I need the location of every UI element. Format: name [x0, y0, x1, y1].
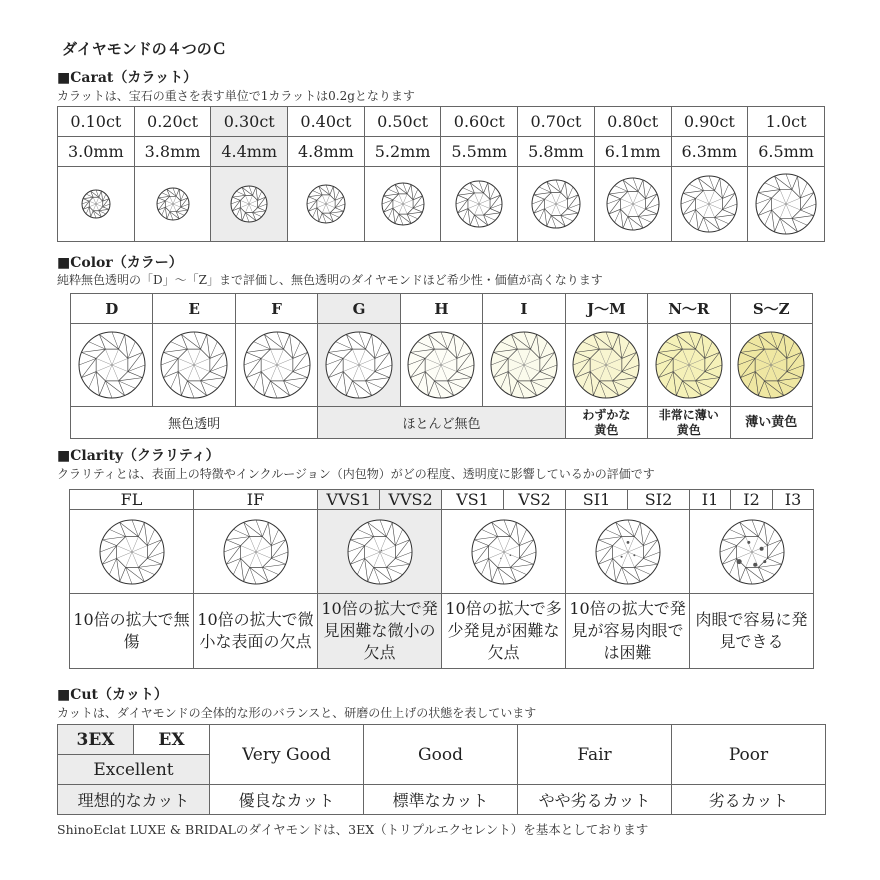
clarity-desc-vvs: 10倍の拡大で発見困難な微小の欠点	[318, 594, 442, 669]
carat-size: 3.0mm	[58, 137, 135, 167]
color-group-very-light: 非常に薄い黄色	[648, 407, 730, 439]
diamond-icon	[679, 174, 739, 234]
carat-weight: 0.60ct	[441, 107, 518, 137]
cut-fair: Fair	[518, 725, 672, 785]
color-group-light: 薄い黄色	[730, 407, 813, 439]
color-gem	[730, 324, 813, 407]
color-gem	[235, 324, 317, 407]
clarity-grade-vs2: VS2	[504, 490, 566, 510]
carat-weight: 0.80ct	[594, 107, 671, 137]
diamond-icon	[346, 518, 414, 586]
color-gem	[400, 324, 482, 407]
footer-note: ShinoEclat LUXE & BRIDALのダイヤモンドは、3EX（トリプルエクセレント）を基本としております	[57, 822, 649, 837]
carat-gem	[288, 167, 365, 242]
carat-gem	[58, 167, 135, 242]
diamond-icon	[80, 188, 112, 220]
clarity-gem	[194, 510, 318, 594]
color-gem	[483, 324, 565, 407]
clarity-gem	[442, 510, 566, 594]
clarity-desc-si: 10倍の拡大で発見が容易肉眼では困難	[566, 594, 690, 669]
carat-desc: カラットは、宝石の重さを表す単位で1カラットは0.2gとなります	[57, 89, 415, 103]
carat-weight: 0.90ct	[671, 107, 748, 137]
diamond-icon	[155, 186, 191, 222]
color-grade: N～R	[648, 294, 730, 324]
clarity-gem	[70, 510, 194, 594]
color-gem	[648, 324, 730, 407]
cut-excellent: Excellent	[58, 755, 210, 785]
diamond-icon	[406, 330, 476, 400]
cut-desc-very-good: 優良なカット	[210, 785, 364, 815]
diamond-icon	[718, 518, 786, 586]
clarity-desc-fl: 10倍の拡大で無傷	[70, 594, 194, 669]
diamond-icon	[470, 518, 538, 586]
carat-weight: 0.20ct	[134, 107, 211, 137]
clarity-desc-vs: 10倍の拡大で多少発見が困難な欠点	[442, 594, 566, 669]
carat-weight: 0.70ct	[518, 107, 595, 137]
color-grade: D	[71, 294, 153, 324]
cut-desc-good: 標準なカット	[364, 785, 518, 815]
clarity-grade-fl: FL	[70, 490, 194, 510]
carat-size: 3.8mm	[134, 137, 211, 167]
color-grade: F	[235, 294, 317, 324]
color-gem	[565, 324, 647, 407]
diamond-icon	[222, 518, 290, 586]
cut-very-good: Very Good	[210, 725, 364, 785]
diamond-icon	[654, 330, 724, 400]
carat-gem	[594, 167, 671, 242]
clarity-desc-if: 10倍の拡大で微小な表面の欠点	[194, 594, 318, 669]
color-grade: H	[400, 294, 482, 324]
color-group-colorless: 無色透明	[71, 407, 318, 439]
carat-size: 5.2mm	[364, 137, 441, 167]
carat-gem	[134, 167, 211, 242]
color-grade: E	[153, 294, 235, 324]
diamond-icon	[454, 179, 504, 229]
color-desc: 純粋無色透明の「D」～「Z」まで評価し、無色透明のダイヤモンドほど希少性・価値が高くなります	[57, 273, 603, 287]
color-grade: J～M	[565, 294, 647, 324]
cut-title: ■Cut（カット）	[57, 687, 168, 703]
color-grade: I	[483, 294, 565, 324]
color-title: ■Color（カラー）	[57, 255, 183, 271]
diamond-icon	[380, 181, 426, 227]
color-gem	[71, 324, 153, 407]
carat-weight: 1.0ct	[748, 107, 825, 137]
carat-weight: 0.50ct	[364, 107, 441, 137]
carat-gem	[211, 167, 288, 242]
carat-size: 6.3mm	[671, 137, 748, 167]
clarity-grade-vs1: VS1	[442, 490, 504, 510]
diamond-icon	[754, 172, 818, 236]
color-group-faint: わずかな黄色	[565, 407, 647, 439]
clarity-gem	[690, 510, 814, 594]
cut-table	[57, 724, 826, 815]
carat-gem	[364, 167, 441, 242]
cut-desc-poor: 劣るカット	[672, 785, 826, 815]
page-title: ダイヤモンドの４つのＣ	[62, 40, 227, 58]
clarity-grade-vvs2: VVS2	[380, 490, 442, 510]
color-gem	[318, 324, 400, 407]
clarity-table	[69, 489, 814, 669]
carat-weight: 0.10ct	[58, 107, 135, 137]
carat-table	[57, 106, 825, 242]
clarity-grade-if: IF	[194, 490, 318, 510]
carat-size: 5.8mm	[518, 137, 595, 167]
diamond-icon	[159, 330, 229, 400]
cut-desc-fair: やや劣るカット	[518, 785, 672, 815]
color-table	[70, 293, 813, 439]
clarity-grade-vvs1: VVS1	[318, 490, 380, 510]
diamond-icon	[489, 330, 559, 400]
carat-title: ■Carat（カラット）	[57, 70, 198, 86]
diamond-icon	[605, 176, 661, 232]
carat-size: 4.4mm	[211, 137, 288, 167]
clarity-title: ■Clarity（クラリティ）	[57, 448, 220, 464]
cut-desc-excellent: 理想的なカット	[58, 785, 210, 815]
carat-size: 5.5mm	[441, 137, 518, 167]
clarity-desc-i: 肉眼で容易に発見できる	[690, 594, 814, 669]
carat-size: 4.8mm	[288, 137, 365, 167]
color-grade: S～Z	[730, 294, 813, 324]
diamond-icon	[594, 518, 662, 586]
diamond-icon	[530, 178, 582, 230]
carat-size: 6.5mm	[748, 137, 825, 167]
diamond-icon	[305, 183, 347, 225]
clarity-grade-si1: SI1	[566, 490, 628, 510]
diamond-icon	[229, 184, 269, 224]
diamond-icon	[736, 330, 806, 400]
carat-gem	[671, 167, 748, 242]
diamond-icon	[324, 330, 394, 400]
cut-poor: Poor	[672, 725, 826, 785]
carat-weight: 0.40ct	[288, 107, 365, 137]
cut-good: Good	[364, 725, 518, 785]
cut-ex: EX	[134, 725, 210, 755]
color-group-near-colorless: ほとんど無色	[318, 407, 565, 439]
clarity-grade-i1: I1	[690, 490, 731, 510]
clarity-gem	[566, 510, 690, 594]
carat-gem	[748, 167, 825, 242]
cut-3ex: 3EX	[58, 725, 134, 755]
carat-gem	[441, 167, 518, 242]
clarity-grade-i2: I2	[731, 490, 773, 510]
carat-weight: 0.30ct	[211, 107, 288, 137]
carat-size: 6.1mm	[594, 137, 671, 167]
cut-desc: カットは、ダイヤモンドの全体的な形のバランスと、研磨の仕上げの状態を表しています	[57, 706, 537, 720]
diamond-icon	[242, 330, 312, 400]
diamond-icon	[98, 518, 166, 586]
diamond-icon	[77, 330, 147, 400]
clarity-grade-si2: SI2	[628, 490, 690, 510]
carat-gem	[518, 167, 595, 242]
clarity-desc: クラリティとは、表面上の特徴やインクルージョン（内包物）がどの程度、透明度に影響しているかの評価です	[57, 467, 655, 481]
diamond-icon	[571, 330, 641, 400]
color-grade: G	[318, 294, 400, 324]
color-gem	[153, 324, 235, 407]
clarity-gem	[318, 510, 442, 594]
clarity-grade-i3: I3	[773, 490, 814, 510]
